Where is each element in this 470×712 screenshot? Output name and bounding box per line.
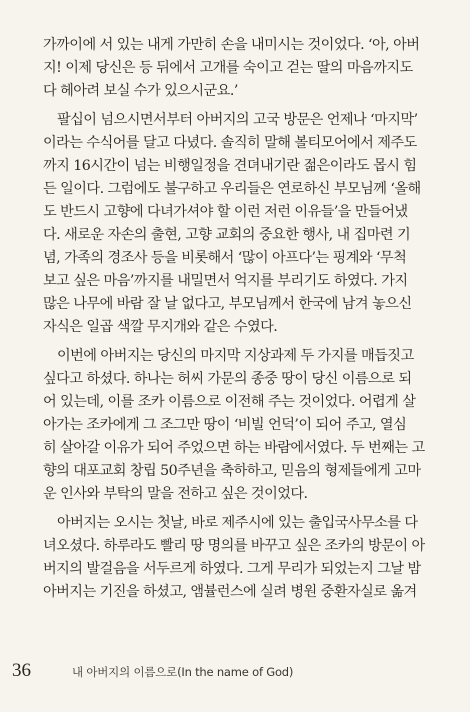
text-line: 운 인사와 부탁의 말을 전하고 싶은 것이었다. <box>43 486 308 502</box>
text-line: 가까이에 서 있는 내게 가만히 손을 내미시는 것이었다. ‘아, 아버 <box>43 37 420 53</box>
text-line: 자식은 일곱 색깔 무지개와 같은 수였다. <box>43 319 278 335</box>
text-line: 싶다고 하셨다. 하나는 허씨 가문의 종중 땅이 당신 이름으로 되 <box>43 371 412 387</box>
paragraph-first-line: 이번에 아버지는 당신의 마지막 지상과제 두 가지를 매듭짓고 <box>57 348 414 364</box>
text-line: 많은 나무에 바람 잘 날 없다고, 부모님께서 한국에 남겨 놓으신 <box>43 296 412 312</box>
text-line: 든 일이다. 그럼에도 불구하고 우리들은 연로하신 부모님께 ‘올해 <box>43 181 421 197</box>
text-line: 아가는 조카에게 그 조그만 땅이 ‘비빌 언덕’이 되어 주고, 열심 <box>43 417 407 433</box>
paragraph-first-line: 팔십이 넘으시면서부터 아버지의 고국 방문은 언제나 ‘마지막’ <box>57 112 418 128</box>
paragraph-first-line: 아버지는 오시는 첫날, 바로 제주시에 있는 출입국사무소를 다 <box>57 515 418 531</box>
text-line: 보고 싶은 마음’까지를 내밀면서 억지를 부리기도 하였다. 가지 <box>43 273 408 289</box>
text-line: 도 반드시 고향에 다녀가셔야 할 이런 저런 이유들’을 만들어냈 <box>43 204 408 220</box>
body-text <box>43 34 433 604</box>
text-line: 념, 가족의 경조사 등을 비롯해서 ‘많이 아프다’는 핑계와 ‘무척 <box>43 250 407 266</box>
text-line: 향의 대포교회 창립 50주년을 축하하고, 믿음의 형제들에게 고마 <box>43 463 421 479</box>
text-line: 지! 이제 당신은 등 뒤에서 고개를 숙이고 걷는 딸의 마음까지도 <box>43 60 413 76</box>
text-line: 녀오셨다. 하루라도 빨리 땅 명의를 바꾸고 싶은 조카의 방문이 아 <box>43 538 425 554</box>
text-line: 버지의 발걸음을 서두르게 하였다. 그게 무리가 되었는지 그날 밤 <box>43 561 421 577</box>
text-line: 히 살아갈 이유가 되어 주었으면 하는 바람에서였다. 두 번째는 고 <box>43 440 425 456</box>
text-line: 어 있는데, 이를 조카 이름으로 이전해 주는 것이었다. 어렵게 살 <box>43 394 416 410</box>
book-title: 내 아버지의 이름으로(In the name of God) <box>72 665 294 679</box>
text-line: 아버지는 기진을 하셨고, 앰뷸런스에 실려 병원 중환자실로 옮겨 <box>43 584 417 600</box>
text-line: 다 헤아려 보실 수가 있으시군요.’ <box>43 83 238 99</box>
text-line: 까지 16시간이 넘는 비행일정을 견뎌내기란 젊은이라도 몹시 힘 <box>43 158 417 174</box>
text-line: 이라는 수식어를 달고 다녔다. 솔직히 말해 볼티모어에서 제주도 <box>43 135 417 151</box>
page-number: 36 <box>12 660 31 681</box>
text-line: 다. 새로운 자손의 출현, 고향 교회의 중요한 행사, 내 집마련 기 <box>43 227 411 243</box>
